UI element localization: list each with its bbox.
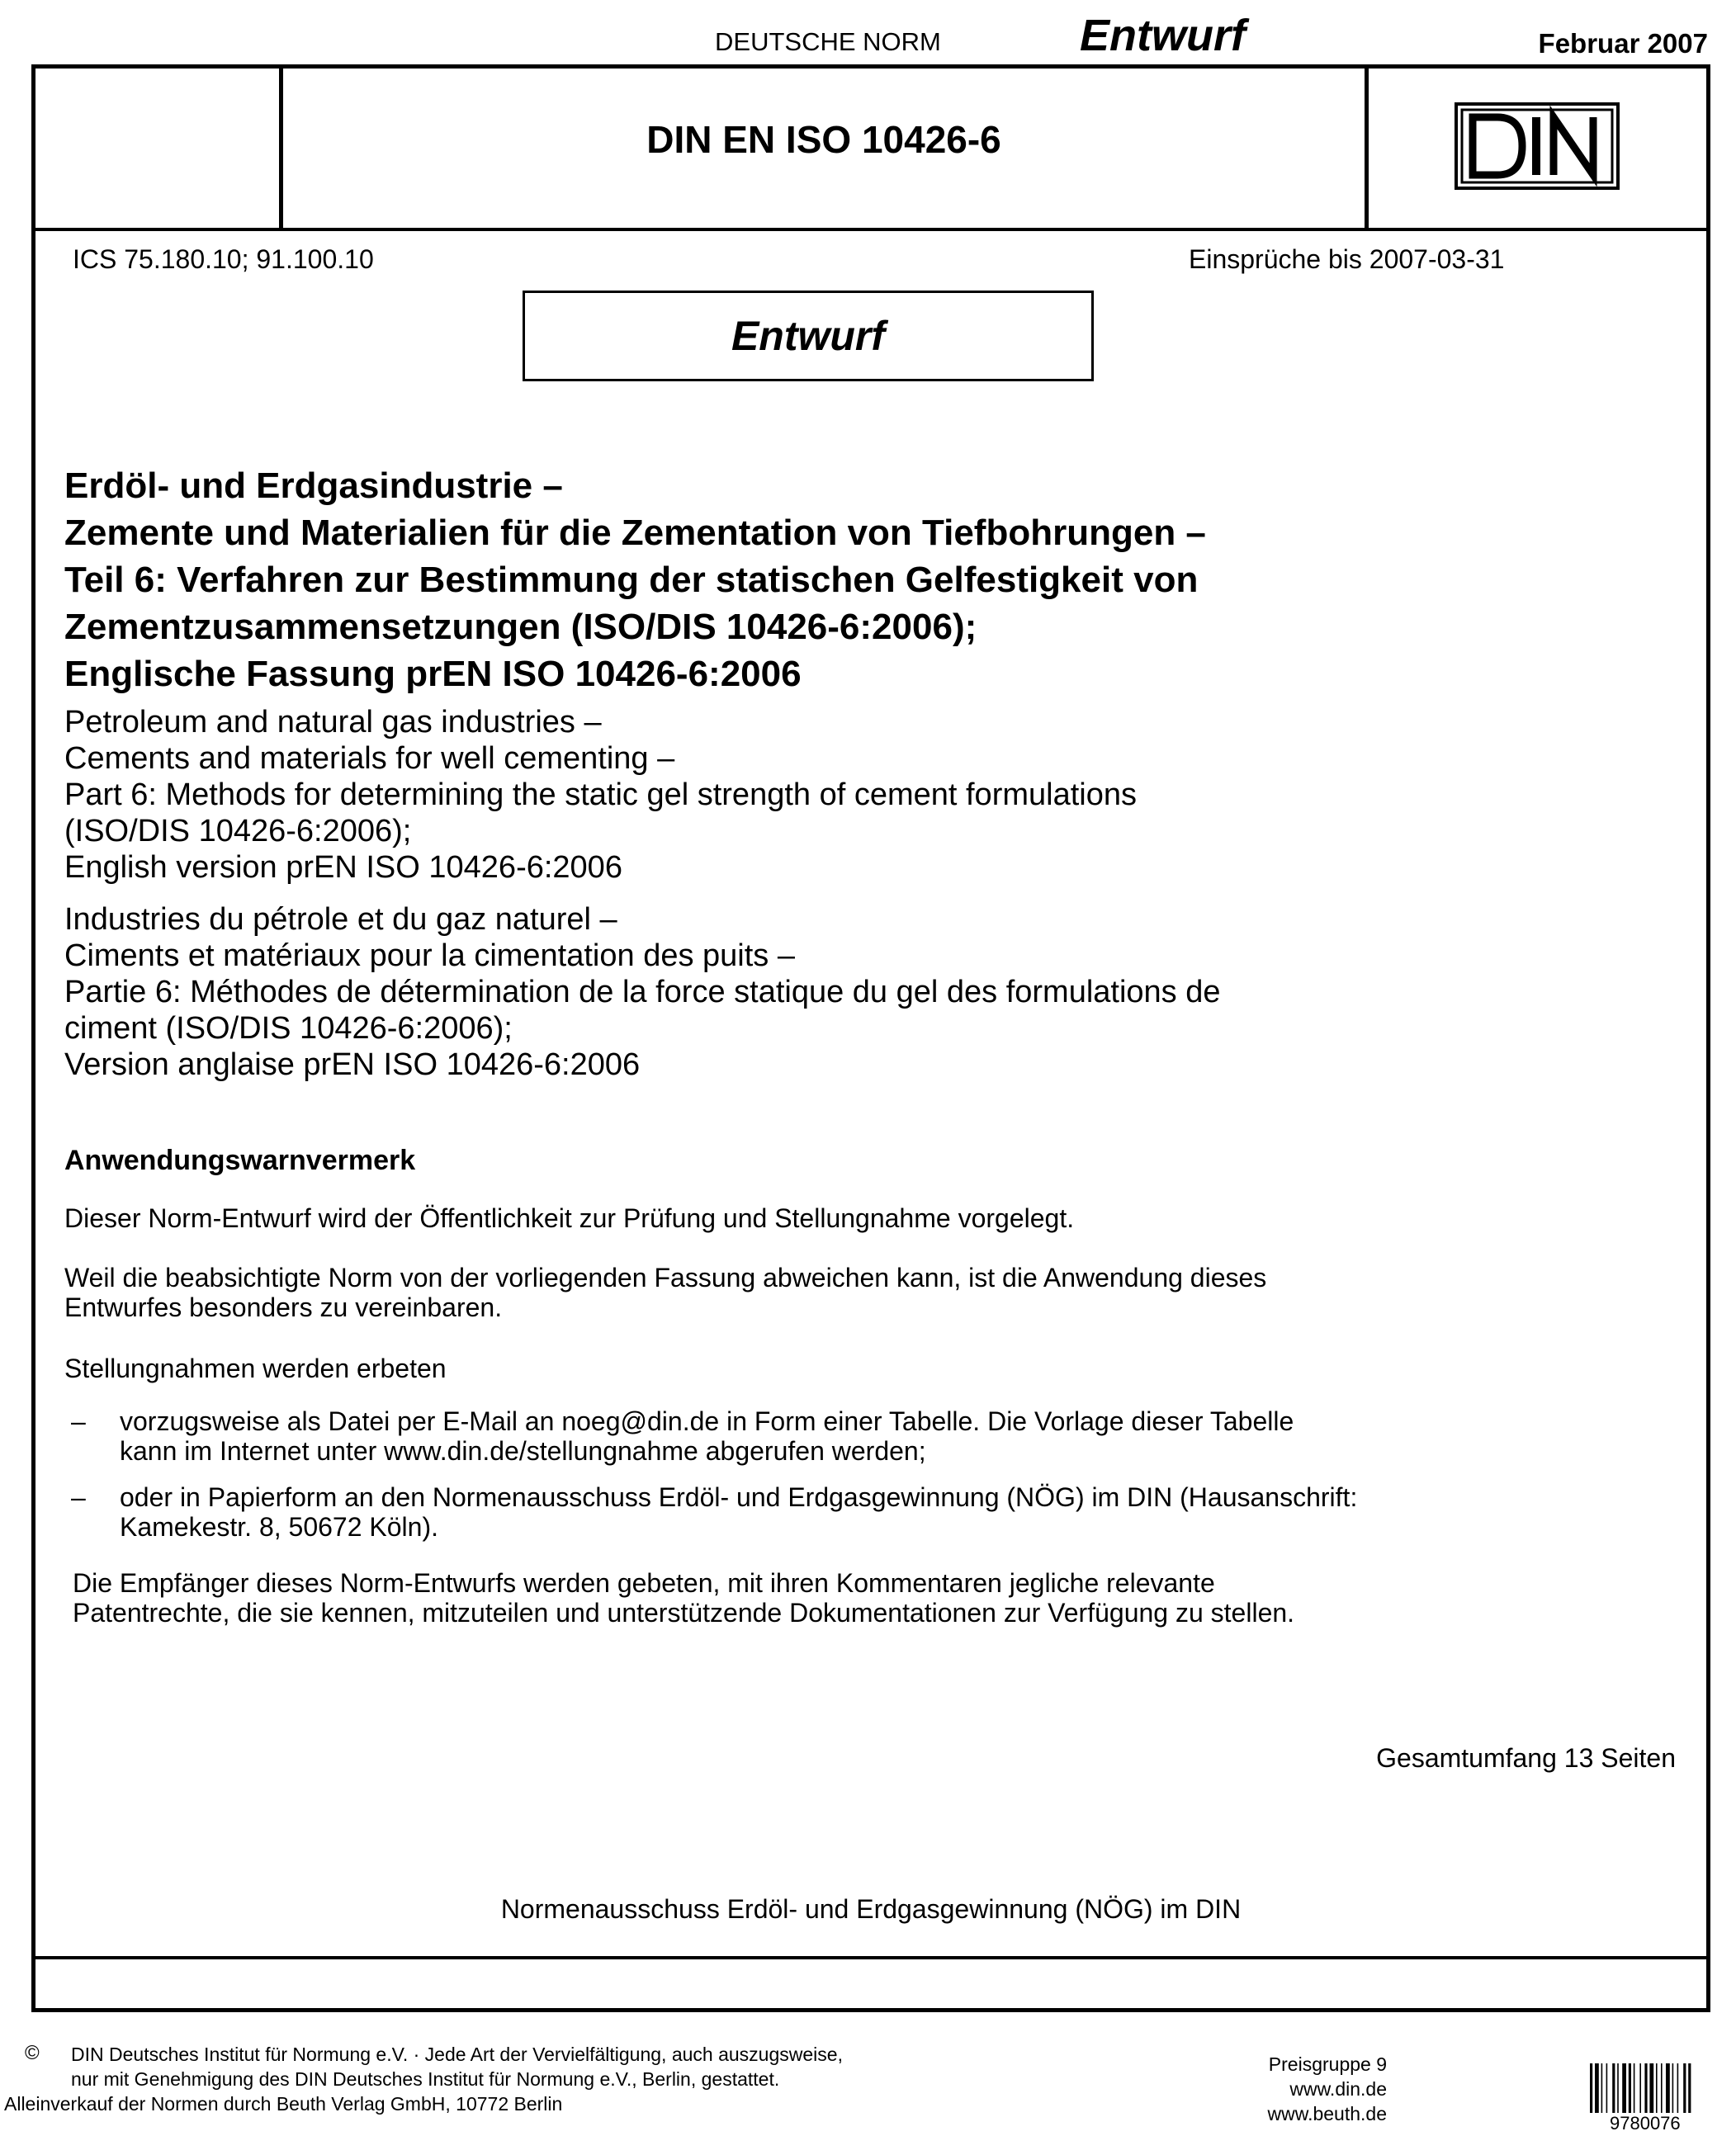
title-block-divider-right <box>1365 64 1369 229</box>
title-english-line: Petroleum and natural gas industries – <box>64 705 602 740</box>
title-french-line: Partie 6: Méthodes de détermination de la force statique du gel des formulations de <box>64 975 1221 1009</box>
price-group: Preisgruppe 9 <box>1268 2053 1387 2075</box>
footer-pricing <box>1268 2052 1387 2126</box>
title-german-line: Zementzusammensetzungen (ISO/DIS 10426-6:2006); <box>64 607 977 647</box>
footer-top-rule <box>31 1956 1710 1959</box>
din-logo-icon <box>1455 102 1620 190</box>
warning-paragraph <box>64 1263 1266 1322</box>
title-french-line: Version anglaise prEN ISO 10426-6:2006 <box>64 1047 641 1082</box>
title-german-line: Teil 6: Verfahren zur Bestimmung der statischen Gelfestigkeit von <box>64 560 1199 600</box>
draft-stamp-label: Entwurf <box>731 313 886 359</box>
title-english-line: Part 6: Methods for determining the static gel strength of cement formulations <box>64 777 1137 812</box>
objection-deadline: Einsprüche bis 2007-03-31 <box>1189 244 1505 274</box>
warning-paragraph-line: Dieser Norm-Entwurf wird der Öffentlichkeit zur Prüfung und Stellungnahme vorgelegt. <box>64 1203 1075 1233</box>
title-english <box>64 704 1699 886</box>
total-pages: Gesamtumfang 13 Seiten <box>1376 1743 1676 1773</box>
copyright-symbol: © <box>25 2042 40 2064</box>
title-english-line: English version prEN ISO 10426-6:2006 <box>64 850 622 885</box>
title-french <box>64 901 1699 1083</box>
title-block-bottom-rule <box>31 228 1710 231</box>
title-german-line: Englische Fassung prEN ISO 10426-6:2006 <box>64 654 802 694</box>
draft-stamp <box>523 291 1094 381</box>
warning-paragraph-line: Weil die beabsichtigte Norm von der vorliegenden Fassung abweichen kann, ist die Anwendung dieses <box>64 1263 1267 1292</box>
bullet-dash: – <box>71 1482 86 1512</box>
warning-paragraph-line: Entwurfes besonders zu vereinbaren. <box>64 1292 503 1322</box>
norm-type: DEUTSCHE NORM <box>715 27 941 56</box>
warning-paragraph-line: Stellungnahmen werden erbeten <box>64 1354 447 1383</box>
barcode-number: 9780076 <box>1610 2113 1681 2134</box>
bullet-item-line: vorzugsweise als Datei per E-Mail an noeg@din.de in Form einer Tabelle. Die Vorlage dieser Tabelle <box>120 1406 1294 1436</box>
title-german-line: Zemente und Materialien für die Zementation von Tiefbohrungen – <box>64 513 1206 553</box>
bullet-item <box>120 1482 1357 1542</box>
title-french-line: Ciments et matériaux pour la cimentation des puits – <box>64 938 795 973</box>
barcode-icon <box>1588 2063 1712 2117</box>
bullet-item-line: kann im Internet unter www.din.de/stellungnahme abgerufen werden; <box>120 1436 926 1466</box>
title-french-line: ciment (ISO/DIS 10426-6:2006); <box>64 1011 513 1046</box>
warning-paragraph-line: Patentrechte, die sie kennen, mitzuteilen und unterstützende Dokumentationen zur Verfügung zu stellen. <box>73 1598 1295 1628</box>
warning-paragraph <box>73 1568 1294 1628</box>
status-label: Entwurf <box>1080 11 1246 60</box>
title-french-line: Industries du pétrole et du gaz naturel – <box>64 902 617 937</box>
title-english-line: Cements and materials for well cementing – <box>64 741 675 776</box>
title-german <box>64 462 1699 697</box>
footer-copyright <box>0 2042 843 2116</box>
footer-line: Alleinverkauf der Normen durch Beuth Verlag GmbH, 10772 Berlin <box>4 2093 563 2115</box>
bullet-item <box>120 1406 1294 1466</box>
document-number: DIN EN ISO 10426-6 <box>646 118 1001 161</box>
ics-code: ICS 75.180.10; 91.100.10 <box>73 244 374 274</box>
beuth-website-link[interactable]: www.beuth.de <box>1267 2103 1387 2124</box>
committee-name: Normenausschuss Erdöl- und Erdgasgewinnung (NÖG) im DIN <box>500 1894 1242 1924</box>
title-english-line: (ISO/DIS 10426-6:2006); <box>64 814 412 848</box>
warning-paragraph <box>64 1354 447 1383</box>
title-german-line: Erdöl- und Erdgasindustrie – <box>64 465 563 506</box>
bullet-dash: – <box>71 1406 86 1436</box>
footer-line: DIN Deutsches Institut für Normung e.V. · Jede Art der Vervielfältigung, auch auszugsweise, <box>71 2044 843 2065</box>
warning-heading: Anwendungswarnvermerk <box>64 1145 416 1176</box>
bullet-item-line: oder in Papierform an den Normenausschuss Erdöl- und Erdgasgewinnung (NÖG) im DIN (Hausanschrift: <box>120 1482 1358 1512</box>
issue-date: Februar 2007 <box>1538 28 1708 59</box>
bullet-item-line: Kamekestr. 8, 50672 Köln). <box>120 1512 438 1542</box>
warning-paragraph-line: Die Empfänger dieses Norm-Entwurfs werden gebeten, mit ihren Kommentaren jegliche relevante <box>73 1568 1215 1598</box>
din-website-link[interactable]: www.din.de <box>1289 2078 1387 2100</box>
warning-paragraph <box>64 1203 1074 1233</box>
footer-line: nur mit Genehmigung des DIN Deutsches Institut für Normung e.V., Berlin, gestattet. <box>71 2068 780 2090</box>
